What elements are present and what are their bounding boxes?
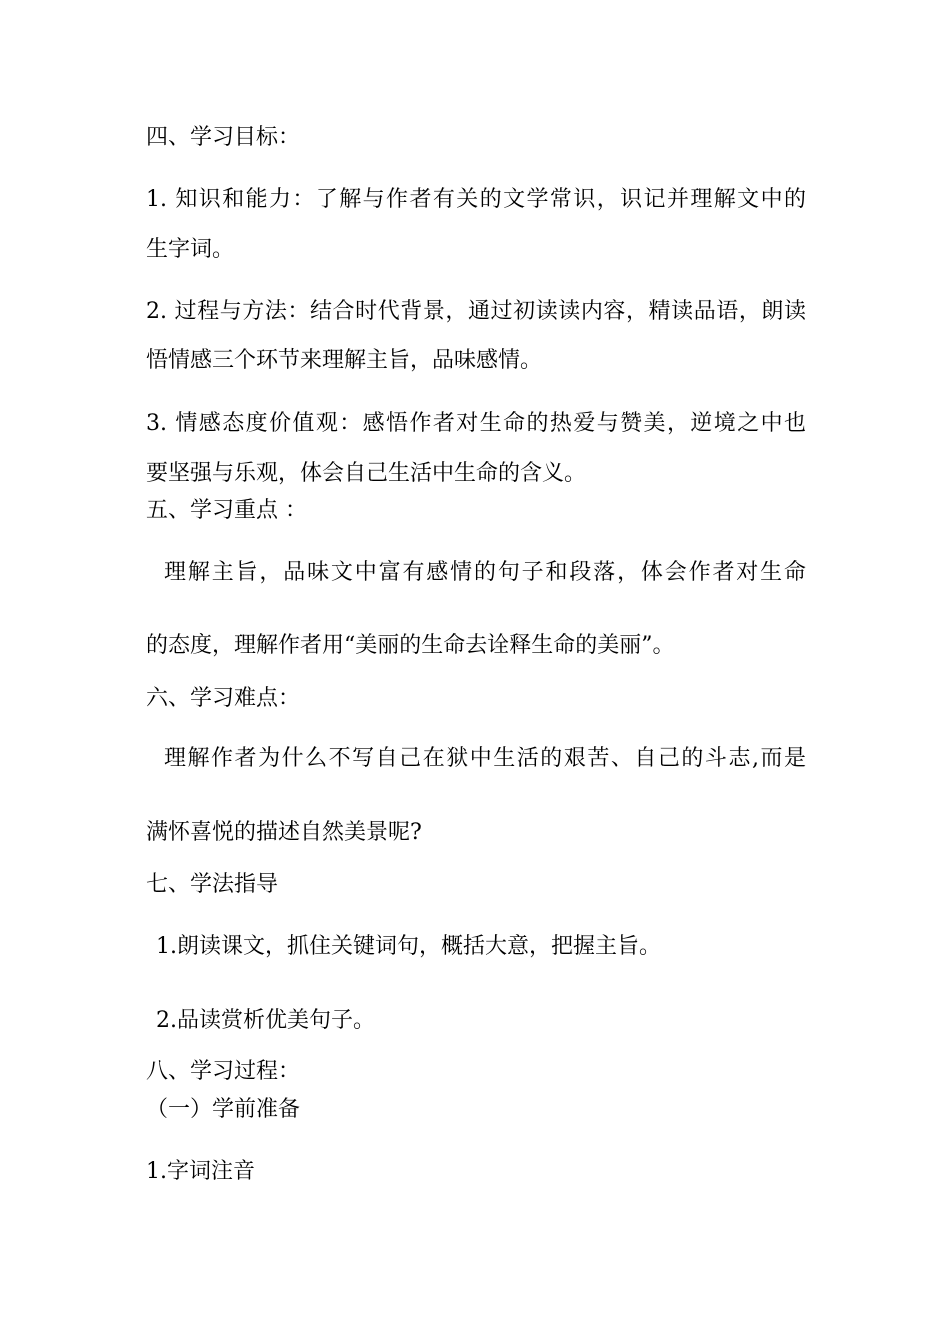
- key-points-line-1: 理解主旨，品味文中富有感情的句子和段落，体会作者对生命: [164, 560, 806, 585]
- process-subheading-1: （一）学前准备: [146, 1097, 301, 1122]
- goal-item-2-line-2: 悟情感三个环节来理解主旨，品味感情。: [146, 348, 543, 373]
- goal-item-3-line-2: 要坚强与乐观，体会自己生活中生命的含义。: [146, 461, 587, 486]
- section-heading-key-points: 五、学习重点 ：: [146, 498, 307, 523]
- method-item-2: 2.品读赏析优美句子。: [156, 1008, 375, 1033]
- goal-item-3-line-1: 3. 情感态度价值观：感悟作者对生命的热爱与赞美，逆境之中也: [146, 411, 806, 436]
- difficulties-line-1: 理解作者为什么不写自己在狱中生活的艰苦、自己的斗志,而是: [164, 746, 806, 771]
- section-heading-difficulties: 六、学习难点：: [146, 686, 301, 711]
- goal-item-1-line-2: 生字词。: [146, 237, 235, 262]
- difficulties-line-2: 满怀喜悦的描述自然美景呢?: [146, 820, 422, 845]
- method-item-1: 1.朗读课文，抓住关键词句，概括大意，把握主旨。: [156, 934, 661, 959]
- goal-item-1-line-1: 1. 知识和能力：了解与作者有关的文学常识，识记并理解文中的: [146, 187, 806, 212]
- section-heading-method: 七、学法指导: [146, 872, 279, 897]
- process-sub1-item-1: 1.字词注音: [146, 1159, 255, 1184]
- key-points-line-2: 的态度，理解作者用“美丽的生命去诠释生命的美丽”。: [146, 633, 675, 658]
- section-heading-goals: 四、学习目标：: [146, 125, 301, 150]
- section-heading-process: 八、学习过程：: [146, 1059, 301, 1084]
- goal-item-2-line-1: 2. 过程与方法：结合时代背景，通过初读读内容，精读品语，朗读: [146, 299, 806, 324]
